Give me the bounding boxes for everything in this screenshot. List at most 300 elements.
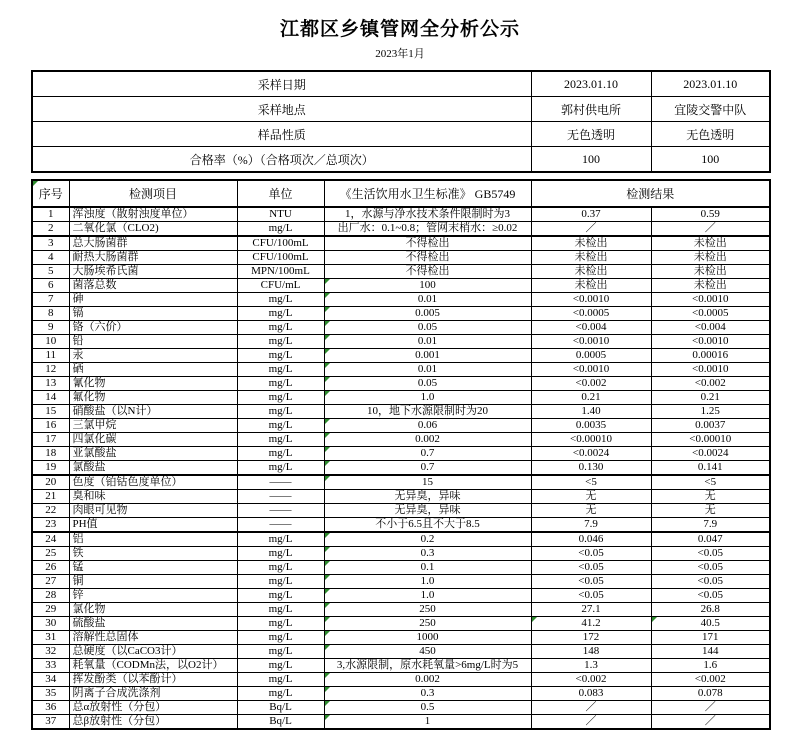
table-row	[32, 687, 770, 701]
excel-flag-icon	[325, 461, 330, 466]
table-row	[32, 419, 770, 433]
table-row	[32, 532, 770, 547]
cell-standard: 3,水源限制，原水耗氧量>6mg/L时为5	[324, 659, 531, 673]
table-row	[32, 475, 770, 490]
cell-result-1: <0.05	[531, 589, 651, 603]
table-row	[32, 603, 770, 617]
cell-item: 铬（六价）	[69, 321, 237, 335]
cell-standard: 0.05	[324, 321, 531, 335]
cell-standard: 1.0	[324, 589, 531, 603]
summary-value-1: 100	[531, 147, 651, 173]
cell-unit: ——	[237, 490, 324, 504]
cell-serial: 25	[32, 547, 69, 561]
table-row	[32, 293, 770, 307]
cell-result-1: 0.21	[531, 391, 651, 405]
cell-item: 铁	[69, 547, 237, 561]
summary-value-1: 2023.01.10	[531, 71, 651, 97]
cell-item: 氯酸盐	[69, 461, 237, 476]
cell-standard: 0.7	[324, 447, 531, 461]
excel-flag-icon	[325, 603, 330, 608]
cell-item: 色度（铂钴色度单位）	[69, 475, 237, 490]
cell-unit: mg/L	[237, 589, 324, 603]
cell-item: 镉	[69, 307, 237, 321]
cell-unit: mg/L	[237, 335, 324, 349]
cell-result-2: <0.05	[651, 589, 770, 603]
cell-unit: CFU/100mL	[237, 236, 324, 251]
cell-result-1: <5	[531, 475, 651, 490]
cell-result-2: 144	[651, 645, 770, 659]
cell-result-2: 171	[651, 631, 770, 645]
cell-serial: 30	[32, 617, 69, 631]
cell-result-1: 0.046	[531, 532, 651, 547]
table-row	[32, 617, 770, 631]
table-row	[32, 490, 770, 504]
cell-item: 氯化物	[69, 603, 237, 617]
cell-result-1: ／	[531, 222, 651, 237]
cell-result-2: ／	[651, 715, 770, 730]
cell-item: 耐热大肠菌群	[69, 251, 237, 265]
cell-unit: mg/L	[237, 433, 324, 447]
cell-result-1: 0.0035	[531, 419, 651, 433]
cell-standard: 0.2	[324, 532, 531, 547]
excel-flag-icon	[325, 617, 330, 622]
table-row	[32, 236, 770, 251]
table-row	[32, 279, 770, 293]
excel-flag-icon	[325, 377, 330, 382]
cell-standard: 250	[324, 617, 531, 631]
cell-unit: mg/L	[237, 391, 324, 405]
cell-item: 耗氧量（CODMn法，以O2计）	[69, 659, 237, 673]
cell-serial: 36	[32, 701, 69, 715]
excel-flag-icon	[325, 335, 330, 340]
cell-item: PH值	[69, 518, 237, 533]
table-row	[32, 631, 770, 645]
cell-unit: mg/L	[237, 461, 324, 476]
cell-standard: 10，地下水源限制时为20	[324, 405, 531, 419]
summary-value-2: 100	[651, 147, 770, 173]
cell-unit: mg/L	[237, 447, 324, 461]
cell-standard: 0.5	[324, 701, 531, 715]
cell-result-1: <0.0010	[531, 293, 651, 307]
excel-flag-icon	[325, 561, 330, 566]
cell-item: 亚氯酸盐	[69, 447, 237, 461]
summary-row	[32, 122, 770, 147]
cell-item: 总α放射性（分包）	[69, 701, 237, 715]
cell-result-2: <0.0010	[651, 335, 770, 349]
excel-flag-icon	[325, 293, 330, 298]
table-row	[32, 461, 770, 476]
cell-result-2: <0.004	[651, 321, 770, 335]
cell-unit: mg/L	[237, 405, 324, 419]
cell-result-2: 26.8	[651, 603, 770, 617]
cell-serial: 18	[32, 447, 69, 461]
cell-unit: mg/L	[237, 659, 324, 673]
cell-result-1: 无	[531, 504, 651, 518]
cell-unit: Bq/L	[237, 715, 324, 730]
summary-label: 样品性质	[32, 122, 531, 147]
cell-unit: mg/L	[237, 321, 324, 335]
cell-item: 硒	[69, 363, 237, 377]
cell-item: 氰化物	[69, 377, 237, 391]
cell-result-2: 0.141	[651, 461, 770, 476]
page-subtitle: 2023年1月	[375, 48, 425, 60]
cell-standard: 0.06	[324, 419, 531, 433]
excel-flag-icon	[325, 391, 330, 396]
cell-standard: 100	[324, 279, 531, 293]
cell-result-1: <0.002	[531, 673, 651, 687]
cell-serial: 13	[32, 377, 69, 391]
cell-result-2: 0.047	[651, 532, 770, 547]
cell-result-1: <0.00010	[531, 433, 651, 447]
excel-flag-icon	[325, 279, 330, 284]
cell-result-1: <0.05	[531, 575, 651, 589]
cell-result-2: 未检出	[651, 265, 770, 279]
excel-flag-icon	[325, 673, 330, 678]
cell-result-1: 27.1	[531, 603, 651, 617]
cell-serial: 37	[32, 715, 69, 730]
cell-item: 铅	[69, 335, 237, 349]
excel-flag-icon	[33, 181, 38, 186]
cell-unit: ——	[237, 518, 324, 533]
excel-flag-icon	[325, 476, 330, 481]
summary-row	[32, 147, 770, 173]
cell-result-1: ／	[531, 701, 651, 715]
excel-flag-icon	[325, 533, 330, 538]
cell-result-2: 1.6	[651, 659, 770, 673]
cell-item: 臭和味	[69, 490, 237, 504]
cell-serial: 15	[32, 405, 69, 419]
cell-result-1: <0.0010	[531, 335, 651, 349]
cell-serial: 24	[32, 532, 69, 547]
cell-result-2: 1.25	[651, 405, 770, 419]
cell-result-1: 0.130	[531, 461, 651, 476]
cell-result-1: 未检出	[531, 251, 651, 265]
cell-unit: mg/L	[237, 363, 324, 377]
cell-item: 总β放射性（分包）	[69, 715, 237, 730]
cell-item: 大肠埃希氏菌	[69, 265, 237, 279]
cell-serial: 7	[32, 293, 69, 307]
summary-value-1: 无色透明	[531, 122, 651, 147]
cell-result-2: 0.078	[651, 687, 770, 701]
table-row	[32, 645, 770, 659]
cell-standard: 无异臭，异味	[324, 490, 531, 504]
cell-standard: 1.0	[324, 575, 531, 589]
excel-flag-icon	[325, 701, 330, 706]
table-row	[32, 715, 770, 730]
cell-unit: mg/L	[237, 307, 324, 321]
summary-value-2: 无色透明	[651, 122, 770, 147]
excel-flag-icon	[325, 433, 330, 438]
table-row	[32, 447, 770, 461]
col-header-item: 检测项目	[69, 180, 237, 207]
cell-result-2: <0.002	[651, 673, 770, 687]
table-row	[32, 265, 770, 279]
cell-result-2: 未检出	[651, 279, 770, 293]
cell-serial: 16	[32, 419, 69, 433]
cell-unit: mg/L	[237, 222, 324, 237]
cell-standard: 0.1	[324, 561, 531, 575]
cell-serial: 11	[32, 349, 69, 363]
excel-flag-icon	[325, 589, 330, 594]
cell-item: 锰	[69, 561, 237, 575]
table-row	[32, 405, 770, 419]
excel-flag-icon	[325, 631, 330, 636]
excel-flag-icon	[325, 547, 330, 552]
cell-serial: 35	[32, 687, 69, 701]
cell-result-2: <0.05	[651, 575, 770, 589]
cell-result-1: 未检出	[531, 279, 651, 293]
excel-flag-icon	[532, 617, 537, 622]
cell-result-1: <0.004	[531, 321, 651, 335]
cell-standard: 15	[324, 475, 531, 490]
cell-unit: mg/L	[237, 561, 324, 575]
col-header-standard: 《生活饮用水卫生标准》 GB5749	[324, 180, 531, 207]
cell-serial: 34	[32, 673, 69, 687]
cell-unit: ——	[237, 504, 324, 518]
cell-result-2: 未检出	[651, 251, 770, 265]
cell-result-1: 1.40	[531, 405, 651, 419]
cell-standard: 不得检出	[324, 236, 531, 251]
excel-flag-icon	[325, 645, 330, 650]
cell-item: 锌	[69, 589, 237, 603]
cell-item: 浑浊度（散射浊度单位）	[69, 207, 237, 222]
cell-result-1: 无	[531, 490, 651, 504]
cell-item: 溶解性总固体	[69, 631, 237, 645]
cell-serial: 6	[32, 279, 69, 293]
cell-result-1: 0.0005	[531, 349, 651, 363]
table-row	[32, 518, 770, 533]
cell-serial: 33	[32, 659, 69, 673]
cell-result-2: <0.05	[651, 561, 770, 575]
cell-unit: mg/L	[237, 673, 324, 687]
col-header-serial	[32, 180, 69, 207]
summary-value-1: 郭村供电所	[531, 97, 651, 122]
cell-serial: 23	[32, 518, 69, 533]
cell-unit: mg/L	[237, 547, 324, 561]
cell-result-2: 0.00016	[651, 349, 770, 363]
cell-unit: mg/L	[237, 349, 324, 363]
col-header-unit: 单位	[237, 180, 324, 207]
cell-result-1: 1.3	[531, 659, 651, 673]
cell-standard: 0.01	[324, 335, 531, 349]
excel-flag-icon	[652, 617, 657, 622]
cell-item: 肉眼可见物	[69, 504, 237, 518]
cell-standard: 1.0	[324, 391, 531, 405]
table-row	[32, 363, 770, 377]
table-row	[32, 377, 770, 391]
cell-result-1: 未检出	[531, 236, 651, 251]
table-row	[32, 433, 770, 447]
cell-result-1: 未检出	[531, 265, 651, 279]
table-row	[32, 701, 770, 715]
cell-result-1: 0.083	[531, 687, 651, 701]
cell-unit: ——	[237, 475, 324, 490]
cell-result-2: 无	[651, 490, 770, 504]
cell-result-2: 40.5	[651, 617, 770, 631]
cell-serial: 22	[32, 504, 69, 518]
cell-item: 四氯化碳	[69, 433, 237, 447]
cell-item: 硝酸盐（以N计）	[69, 405, 237, 419]
cell-unit: mg/L	[237, 377, 324, 391]
cell-item: 总大肠菌群	[69, 236, 237, 251]
cell-result-2: 7.9	[651, 518, 770, 533]
cell-item: 氟化物	[69, 391, 237, 405]
cell-serial: 19	[32, 461, 69, 476]
cell-result-1: ／	[531, 715, 651, 730]
cell-unit: mg/L	[237, 603, 324, 617]
table-row	[32, 251, 770, 265]
cell-standard: 无异臭，异味	[324, 504, 531, 518]
cell-result-1: <0.002	[531, 377, 651, 391]
table-row	[32, 504, 770, 518]
cell-serial: 20	[32, 475, 69, 490]
cell-result-2: 0.21	[651, 391, 770, 405]
cell-item: 硫酸盐	[69, 617, 237, 631]
cell-result-2: 0.59	[651, 207, 770, 222]
table-row	[32, 321, 770, 335]
table-row	[32, 673, 770, 687]
excel-flag-icon	[325, 307, 330, 312]
cell-standard: 0.3	[324, 547, 531, 561]
cell-result-1: <0.0024	[531, 447, 651, 461]
cell-standard: 0.3	[324, 687, 531, 701]
cell-result-2: 0.0037	[651, 419, 770, 433]
cell-serial: 1	[32, 207, 69, 222]
cell-standard: 450	[324, 645, 531, 659]
cell-serial: 27	[32, 575, 69, 589]
cell-serial: 29	[32, 603, 69, 617]
cell-serial: 4	[32, 251, 69, 265]
table-row	[32, 659, 770, 673]
cell-unit: mg/L	[237, 532, 324, 547]
cell-result-2: ／	[651, 701, 770, 715]
cell-standard: 不得检出	[324, 265, 531, 279]
table-row	[32, 307, 770, 321]
cell-serial: 5	[32, 265, 69, 279]
cell-item: 铜	[69, 575, 237, 589]
cell-result-2: <0.0010	[651, 293, 770, 307]
cell-standard: 0.001	[324, 349, 531, 363]
cell-result-2: <0.002	[651, 377, 770, 391]
excel-flag-icon	[325, 687, 330, 692]
cell-result-2: <0.0005	[651, 307, 770, 321]
cell-serial: 26	[32, 561, 69, 575]
col-header-result: 检测结果	[531, 180, 770, 207]
cell-item: 砷	[69, 293, 237, 307]
cell-unit: mg/L	[237, 645, 324, 659]
column-header-row	[32, 180, 770, 207]
cell-serial: 8	[32, 307, 69, 321]
analysis-table	[31, 179, 771, 730]
cell-result-2: <0.00010	[651, 433, 770, 447]
table-row	[32, 207, 770, 222]
table-row	[32, 547, 770, 561]
cell-serial: 14	[32, 391, 69, 405]
cell-result-1: <0.05	[531, 561, 651, 575]
cell-serial: 2	[32, 222, 69, 237]
cell-serial: 9	[32, 321, 69, 335]
summary-label: 合格率（%）（合格项次／总项次）	[32, 147, 531, 173]
summary-row	[32, 97, 770, 122]
cell-standard: 250	[324, 603, 531, 617]
cell-standard: 0.005	[324, 307, 531, 321]
cell-item: 阴离子合成洗涤剂	[69, 687, 237, 701]
cell-unit: NTU	[237, 207, 324, 222]
summary-row	[32, 71, 770, 97]
summary-label: 采样地点	[32, 97, 531, 122]
cell-result-1: 41.2	[531, 617, 651, 631]
table-row	[32, 561, 770, 575]
cell-standard: 0.7	[324, 461, 531, 476]
table-row	[32, 575, 770, 589]
cell-result-2: <0.0010	[651, 363, 770, 377]
cell-standard: 1000	[324, 631, 531, 645]
summary-value-2: 宜陵交警中队	[651, 97, 770, 122]
cell-standard: 0.01	[324, 293, 531, 307]
cell-standard: 0.01	[324, 363, 531, 377]
cell-standard: 出厂水：0.1~0.8；管网末梢水：≥0.02	[324, 222, 531, 237]
excel-flag-icon	[325, 363, 330, 368]
cell-item: 菌落总数	[69, 279, 237, 293]
cell-item: 二氧化氯（CLO2)	[69, 222, 237, 237]
cell-standard: 0.05	[324, 377, 531, 391]
table-row	[32, 349, 770, 363]
cell-result-1: 7.9	[531, 518, 651, 533]
cell-result-2: ／	[651, 222, 770, 237]
cell-unit: mg/L	[237, 631, 324, 645]
excel-flag-icon	[325, 447, 330, 452]
cell-unit: CFU/100mL	[237, 251, 324, 265]
table-row	[32, 222, 770, 237]
cell-serial: 31	[32, 631, 69, 645]
cell-serial: 17	[32, 433, 69, 447]
summary-value-2: 2023.01.10	[651, 71, 770, 97]
cell-result-2: <0.0024	[651, 447, 770, 461]
cell-unit: CFU/mL	[237, 279, 324, 293]
cell-result-2: 未检出	[651, 236, 770, 251]
cell-unit: MPN/100mL	[237, 265, 324, 279]
excel-flag-icon	[325, 419, 330, 424]
page-title: 江都区乡镇管网全分析公示	[279, 19, 520, 40]
cell-item: 挥发酚类（以苯酚计）	[69, 673, 237, 687]
summary-label: 采样日期	[32, 71, 531, 97]
cell-result-1: 172	[531, 631, 651, 645]
cell-serial: 21	[32, 490, 69, 504]
cell-standard: 0.002	[324, 673, 531, 687]
cell-serial: 28	[32, 589, 69, 603]
table-row	[32, 589, 770, 603]
cell-serial: 3	[32, 236, 69, 251]
cell-unit: Bq/L	[237, 701, 324, 715]
cell-unit: mg/L	[237, 293, 324, 307]
cell-item: 总硬度（以CaCO3计）	[69, 645, 237, 659]
cell-result-2: <0.05	[651, 547, 770, 561]
cell-result-2: <5	[651, 475, 770, 490]
cell-unit: mg/L	[237, 419, 324, 433]
cell-standard: 1，水源与净水技术条件限制时为3	[324, 207, 531, 222]
col-header-serial-label: 序号	[38, 187, 63, 201]
cell-standard: 不得检出	[324, 251, 531, 265]
cell-result-1: <0.0005	[531, 307, 651, 321]
cell-serial: 32	[32, 645, 69, 659]
cell-item: 汞	[69, 349, 237, 363]
cell-result-2: 无	[651, 504, 770, 518]
cell-item: 铝	[69, 532, 237, 547]
cell-standard: 不小于6.5且不大于8.5	[324, 518, 531, 533]
cell-standard: 0.002	[324, 433, 531, 447]
excel-flag-icon	[325, 321, 330, 326]
table-row	[32, 391, 770, 405]
